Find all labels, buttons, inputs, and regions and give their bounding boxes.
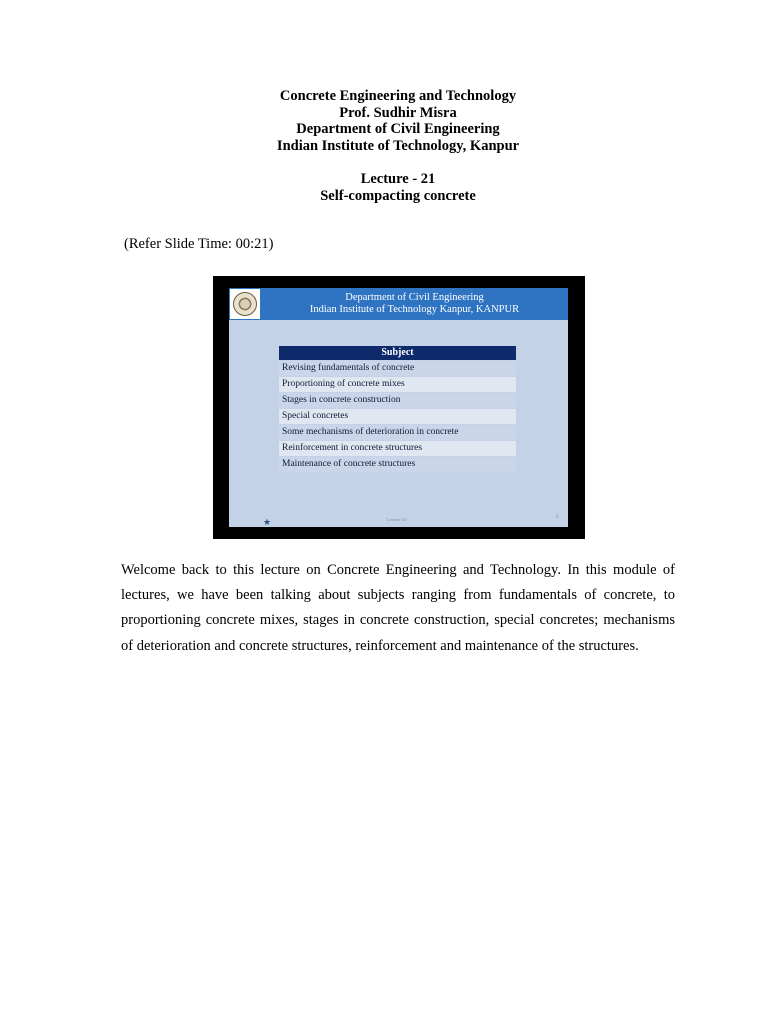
- slide-institute: Indian Institute of Technology Kanpur, KANPUR: [309, 304, 520, 315]
- iit-kanpur-logo: [230, 289, 260, 319]
- professor-name: Prof. Sudhir Misra: [339, 104, 457, 121]
- slide-department: Department of Civil Engineering: [345, 292, 484, 303]
- subject-table-header: Subject: [279, 346, 516, 360]
- subject-row: Some mechanisms of deterioration in concrete: [279, 425, 516, 440]
- lecture-header: [0, 88, 768, 204]
- slide-banner: [229, 288, 568, 320]
- refer-slide-time: (Refer Slide Time: 00:21): [124, 236, 274, 252]
- subject-table: [279, 346, 516, 472]
- lecture-number: Lecture - 21: [360, 171, 436, 187]
- subject-row: Proportioning of concrete mixes: [279, 377, 516, 392]
- department-name: Department of Civil Engineering: [296, 121, 500, 137]
- subject-row: Stages in concrete construction: [279, 393, 516, 408]
- header-gap: [0, 154, 768, 171]
- lecture-topic: Self-compacting concrete: [320, 187, 476, 204]
- body-paragraph: Welcome back to this lecture on Concrete Engineering and Technology. In this module of lectures, we have been talking about subjects ranging from fundamentals of concrete, to proportioning concrete mixes, stages in concrete construction, special concretes; mechanisms of deterioration and concrete structures, reinforcement and maintenance of the structures.: [121, 562, 675, 654]
- course-title: Concrete Engineering and Technology: [279, 88, 517, 104]
- subject-row: Maintenance of concrete structures: [279, 457, 516, 472]
- subject-row: Revising fundamentals of concrete: [279, 361, 516, 376]
- subject-row: Special concretes: [279, 409, 516, 424]
- slide-image: [213, 276, 585, 539]
- star-icon: ★: [263, 517, 272, 527]
- institute-name: Indian Institute of Technology, Kanpur: [276, 137, 520, 154]
- slide-footer: Lecture 21: [387, 517, 407, 522]
- seal-icon: [233, 292, 257, 316]
- slide-page-number: 2: [556, 515, 559, 520]
- slide-content: [229, 288, 568, 527]
- subject-row: Reinforcement in concrete structures: [279, 441, 516, 456]
